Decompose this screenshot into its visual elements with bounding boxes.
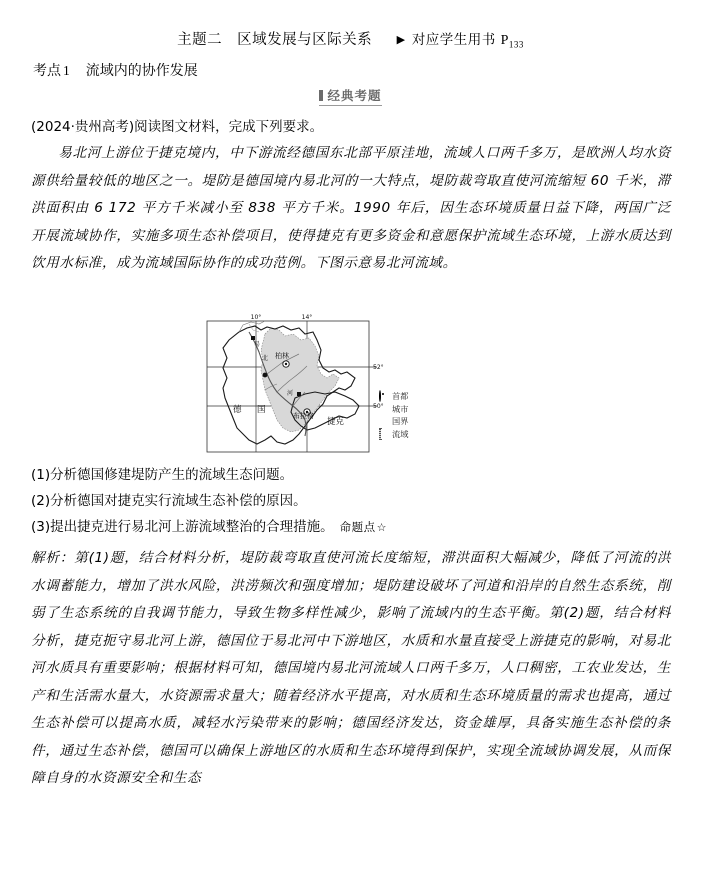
latitude-label-50: 50°: [373, 403, 384, 410]
explanation-paragraph: 解析：第(1)题，结合材料分析，堤防裁弯取直使河流长度缩短，滞洪面积大幅减少，降低了河流的洪水调蓄能力，增加了洪水风险，洪涝频次和强度增加；堤防建设破坏了河道和沿岸的自然生态系统，削弱了生态系统的自我调节能力，导致生物多样性减少，影响了流域内的生态平衡。第(2)题，结合材料分析，捷克扼守易北河上游，德国位于易北河中下游地区，水质和水量直接受上游捷克的影响，对易北河水质具有重要影响；根据材料可知，德国境内易北河流域人口两千多万，人口稠密，工农业发达，生产和生活需水量大，水资源需求量大；随着经济水平提高，对水质和生态环境质量的需求也提高，通过生态补偿可以提高水质，减轻水污染带来的影响；德国经济发达，资金雄厚，具备实施生态补偿的条件，通过生态补偿，德国可以确保上游地区的水质和生态环境得到保护，实现全流域协调发展，从而保障自身的水资源安全和生态: [31, 550, 671, 786]
capital-symbol-icon: [373, 390, 387, 403]
question-item-3: [31, 514, 671, 541]
map-label-river-mid: 河: [287, 390, 294, 397]
legend-label-border: 国界: [392, 416, 409, 427]
triangle-right-icon: ▶: [396, 34, 406, 46]
longitude-label-10: 10°: [250, 314, 262, 321]
classic-exam-banner: [0, 86, 701, 106]
question-material-paragraph: 易北河上游位于捷克境内，中下游流经德国东北部平原洼地，流域人口两千多万，是欧洲人均水资源供给量较低的地区之一。堤防是德国境内易北河的一大特点，堤防裁弯取直使河流缩短 60 千米，滞洪面积由 6 172 平方千米减小至 838 平方千米。1990 年后，因生态环境质量日益下降，两国广泛开展流域协作，实施多项生态补偿项目，使得捷克有更多资金和意愿保护流域生态环境，上游水质达到饮用水标准，成为流域国际协作的成功范例。下图示意易北河流域。: [31, 145, 671, 271]
question-list: [31, 462, 671, 541]
legend-label-capital: 首都: [392, 391, 409, 401]
section-heading: [33, 60, 198, 80]
map-label-river-north: 易: [254, 341, 261, 348]
question-item-1: (1)分析德国修建堤防产生的流域生态问题。: [31, 467, 294, 483]
banner-label: 经典考题: [327, 88, 382, 103]
longitude-label-14: 14°: [301, 314, 313, 321]
map-label-river-north-2: 北: [262, 355, 269, 362]
reference-page-number: 133: [508, 39, 524, 50]
section-title: 流域内的协作发展: [85, 63, 198, 79]
legend-item-basin: [373, 428, 408, 441]
map-label-prague: 布拉格: [293, 412, 314, 420]
map-label-czech: 捷克: [327, 417, 345, 427]
star-icon: ☆: [376, 521, 387, 534]
reference-letter: P: [500, 33, 509, 48]
map-label-berlin: 柏林: [275, 352, 289, 360]
elbe-basin-map: [205, 312, 495, 455]
page-title: 主题二 区域发展与区际关系: [177, 32, 373, 48]
question-item-2: (2)分析德国对捷克实行流域生态补偿的原因。: [31, 493, 307, 509]
legend-item-border: [373, 415, 408, 428]
map-legend: [373, 390, 408, 440]
square-marker-icon: [319, 90, 323, 101]
legend-label-city: 城市: [392, 403, 409, 414]
banner-inner: [319, 86, 381, 106]
legend-item-capital: [373, 390, 408, 403]
legend-label-basin: 流域: [392, 428, 409, 439]
map-label-germany: 德: [233, 405, 242, 415]
reference-prefix: 对应学生用书: [411, 32, 501, 48]
question-item-3-text: (3)提出捷克进行易北河上游流域整治的合理措施。: [31, 519, 334, 535]
section-label: 考点: [33, 63, 61, 79]
section-number: 1: [63, 63, 70, 78]
latitude-label-52: 52°: [373, 364, 384, 371]
legend-item-city: [373, 403, 408, 416]
page-header: [0, 28, 701, 50]
question-source-line: (2024·贵州高考)阅读图文材料，完成下列要求。: [31, 119, 324, 135]
basin-symbol-icon: [373, 428, 387, 441]
mingti-label: 命题点: [339, 520, 376, 534]
map-svg: [205, 312, 495, 455]
map-label-germany-2: 国: [257, 405, 266, 415]
student-book-reference: [412, 32, 524, 48]
